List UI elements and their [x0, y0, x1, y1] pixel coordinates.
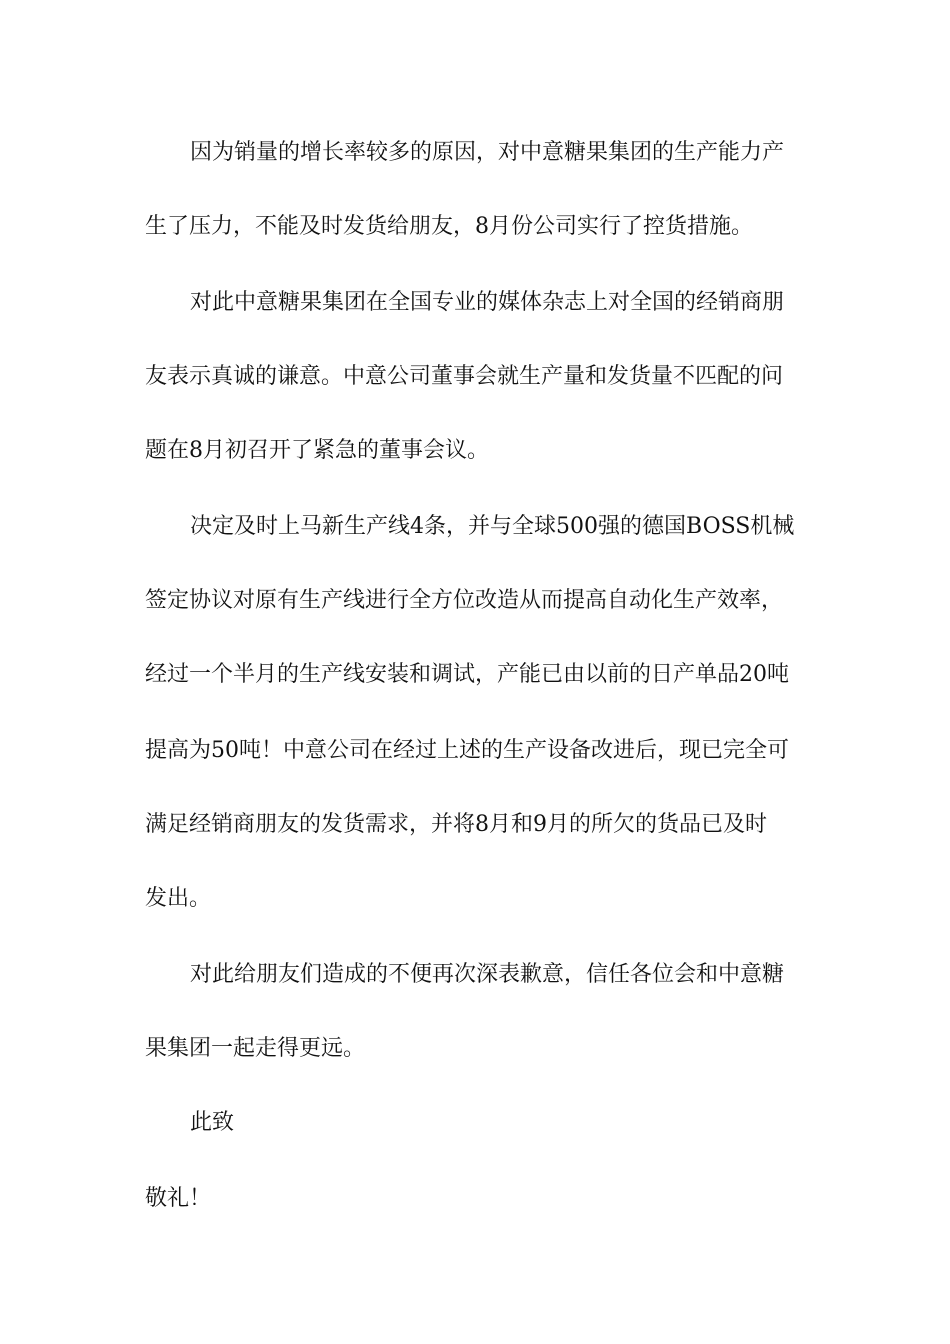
paragraph-4-line-1: 对此给朋友们造成的不便再次深表歉意，信任各位会和中意糖: [190, 962, 785, 987]
paragraph-2-line-2: 友表示真诚的谦意。中意公司董事会就生产量和发货量不匹配的问: [145, 364, 784, 389]
paragraph-3-line-5: 满足经销商朋友的发货需求，并将8月和9月的所欠的货品已及时: [145, 812, 767, 837]
paragraph-4-line-2: 果集团一起走得更远。: [145, 1036, 366, 1061]
paragraph-3-line-6: 发出。: [145, 886, 212, 911]
paragraph-3-line-3: 经过一个半月的生产线安装和调试，产能已由以前的日产单品20吨: [145, 662, 789, 687]
paragraph-3-line-4: 提高为50吨！中意公司在经过上述的生产设备改进后，现已完全可: [145, 738, 789, 763]
paragraph-1-line-2: 生了压力，不能及时发货给朋友，8月份公司实行了控货措施。: [145, 214, 753, 239]
closing-regards: 敬礼！: [145, 1186, 212, 1211]
paragraph-2-line-3: 题在8月初召开了紧急的董事会议。: [145, 438, 489, 463]
paragraph-1-line-1: 因为销量的增长率较多的原因，对中意糖果集团的生产能力产: [190, 140, 785, 165]
paragraph-3-line-1: 决定及时上马新生产线4条，并与全球500强的德国BOSS机械: [190, 514, 795, 539]
closing-salutation: 此致: [190, 1110, 235, 1135]
paragraph-3-line-2: 签定协议对原有生产线进行全方位改造从而提高自动化生产效率，: [145, 588, 784, 613]
paragraph-2-line-1: 对此中意糖果集团在全国专业的媒体杂志上对全国的经销商朋: [190, 290, 785, 315]
